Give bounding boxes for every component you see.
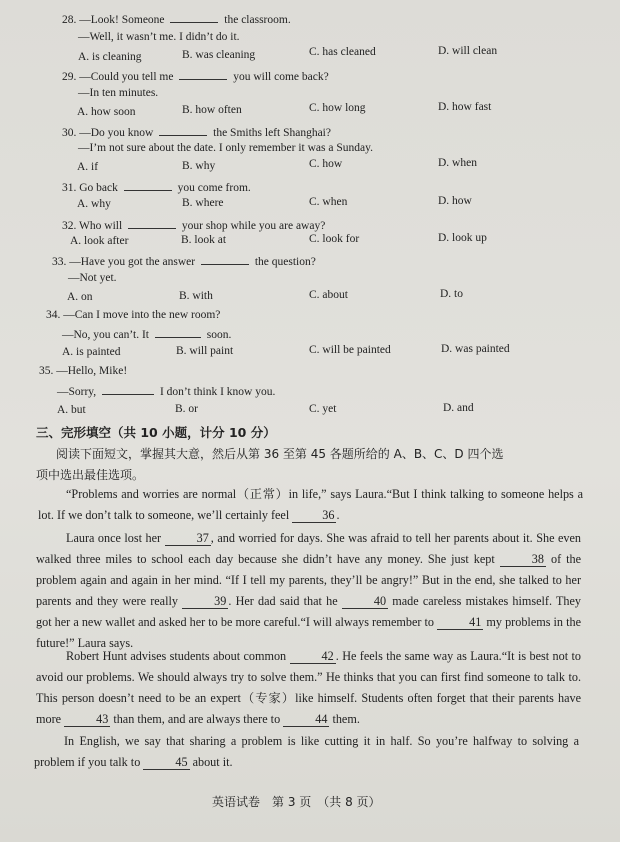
page-footer: 英语试卷 第 3 页 （共 8 页） [212,795,381,809]
answer-blank [170,11,218,23]
paragraph-text: than them, and are always there to [113,712,281,726]
answer-blank [124,179,172,191]
answer-blank [155,326,201,338]
reply-text: I don’t think I know you. [159,386,276,398]
answer-blank [102,383,154,395]
blank-40: 40 [342,595,388,609]
question-number: 34. [46,309,61,321]
question-stem: —Could you tell me [79,71,174,83]
blank-44: 44 [283,713,329,727]
question-stem: you will come back? [233,71,329,83]
question-30-reply: —I’m not sure about the date. I only remember it was a Sunday. [78,142,373,154]
question-number: 35. [39,365,54,377]
question-35-reply [57,383,275,399]
question-stem: the question? [254,256,316,268]
question-33 [52,253,316,269]
question-stem: you come from. [177,182,251,194]
passage-paragraph-4 [34,731,579,773]
question-35 [39,364,127,378]
question-stem: —Have you got the answer [69,256,196,268]
question-stem: —Look! Someone [79,14,165,26]
option: A. why [77,198,111,210]
option: C. will be painted [309,344,391,356]
section-title: 三、完形填空（共 10 小题，计分 10 分） [36,425,276,440]
option: D. was painted [441,343,510,355]
question-stem: —Hello, Mike! [56,365,128,377]
question-number: 29. [62,71,77,83]
question-stem: —Do you know [79,127,154,139]
blank-36: 36 [292,509,336,523]
question-32 [62,217,325,233]
option: B. look at [181,234,227,246]
question-number: 30. [62,127,77,139]
question-number: 31. [62,182,77,194]
reply-text: soon. [206,329,232,341]
question-number: 32. [62,220,77,232]
paragraph-text: my problems in the future!” Laura says. [36,615,582,650]
question-number: 33. [52,256,67,268]
paragraph-text: In English, we say that sharing a problem is like cutting it in half. So you’re halfway to solving a problem if you talk to [34,734,579,769]
blank-42: 42 [290,650,336,664]
question-29-reply: —In ten minutes. [78,87,159,99]
option: B. will paint [176,345,234,357]
paragraph-text: . [336,508,340,522]
option: A. if [77,161,99,173]
option: B. was cleaning [182,49,256,61]
option: C. look for [309,233,360,245]
blank-45: 45 [143,756,189,770]
option: A. how soon [77,106,136,118]
option: C. about [309,289,348,301]
blank-41: 41 [437,616,483,630]
option: A. but [57,404,86,416]
option: D. will clean [438,45,498,57]
option: D. how [438,195,472,207]
paragraph-text: “Problems and worries are normal（正常）in life,” says Laura.“But I think talking to someone helps a lot. If we don’t talk to someone, we’ll certainly feel [38,487,583,522]
question-number: 28. [62,14,77,26]
option: C. how long [309,102,366,114]
question-stem: your shop while you are away? [181,220,326,232]
paragraph-text: them. [332,712,360,726]
option: C. how [309,158,343,170]
reply-text: —Sorry, [57,386,97,398]
option: A. on [67,291,93,303]
option: A. look after [70,235,129,247]
option: B. how often [182,104,242,116]
paragraph-text: . Her dad said that he [228,594,338,608]
paragraph-text: Robert Hunt advises students about common [66,649,287,663]
paragraph-text: Laura once lost her [66,531,162,545]
option: C. has cleaned [309,46,376,58]
option: C. yet [309,403,337,415]
option: D. to [440,288,463,300]
passage-paragraph-2 [36,528,581,654]
option: C. when [309,196,348,208]
option: B. where [182,197,224,209]
paragraph-text: made careless mistakes himself. They got her a new wallet and asked her to be more careful.“I will always remember to [36,594,582,629]
passage-paragraph-1 [38,484,583,526]
question-28-reply: —Well, it wasn’t me. I didn’t do it. [78,31,240,43]
blank-38: 38 [500,553,546,567]
question-stem: the Smiths left Shanghai? [213,127,331,139]
option: D. and [443,402,474,414]
paragraph-text: about it. [192,755,233,769]
section-instruction: 项中选出最佳选项。 [36,468,145,482]
blank-39: 39 [182,595,228,609]
question-30 [62,124,331,140]
option: B. why [182,160,216,172]
question-28 [62,11,291,27]
question-34 [46,308,220,322]
option: B. with [179,290,213,302]
paragraph-text: of the problem again and again in her mind. “If I tell my parents, they’ll be angry!” But in the end, she talked to her parents and they were really [36,552,582,608]
section-instruction: 阅读下面短文，掌握其大意，然后从第 36 至第 45 各题所给的 A、B、C、D 四个选 [56,447,504,461]
option: D. when [438,157,477,169]
option: D. how fast [438,101,492,113]
answer-blank [159,124,207,136]
question-stem: —Can I move into the new room? [63,309,221,321]
paragraph-text: . He feels the same way as Laura.“It is best not to avoid our problems. We should always try to solve them.” He thinks that you can first find someone to talk to. This person doesn’t need to be an expert（专家）like himself. Students often forget that their parents have more [36,649,581,726]
reply-text: —No, you can’t. It [62,329,149,341]
option: A. is painted [62,346,121,358]
question-stem: the classroom. [224,14,291,26]
question-31 [62,179,251,195]
question-stem: Go back [79,182,118,194]
question-34-reply [62,326,231,342]
answer-blank [128,217,176,229]
question-stem: Who will [79,220,123,232]
blank-37: 37 [165,532,211,546]
question-33-reply: —Not yet. [68,272,117,284]
option: A. is cleaning [78,51,142,63]
option: B. or [175,403,198,415]
answer-blank [201,253,249,265]
question-29 [62,68,329,84]
option: D. look up [438,232,487,244]
blank-43: 43 [64,713,110,727]
paragraph-text: , and worried for days. She was afraid to tell her parents about it. She even walked three miles to school each day because she didn’t have any money. She just kept [36,531,582,566]
passage-paragraph-3 [36,646,581,730]
answer-blank [179,68,227,80]
